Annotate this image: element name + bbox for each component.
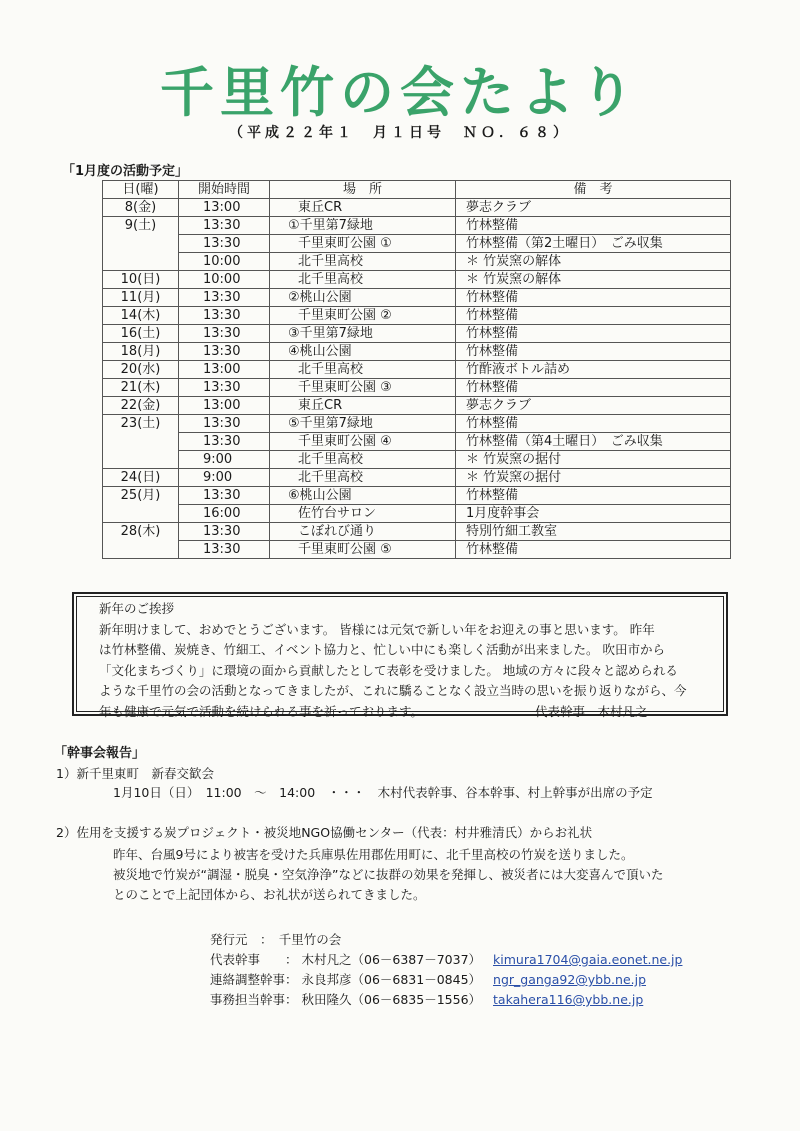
contact-email-link[interactable]: ngr_ganga92@ybb.ne.jp — [493, 972, 647, 987]
note-cell: 竹林整備 — [456, 217, 731, 235]
place-cell: ①千里第7緑地 — [270, 217, 456, 235]
contact-name: 永良邦彦（06－6831－0845） — [301, 972, 482, 987]
time-cell: 13:30 — [179, 217, 270, 235]
schedule-row — [103, 271, 731, 289]
schedule-row — [103, 433, 731, 451]
place-cell: ③千里第7緑地 — [270, 325, 456, 343]
time-cell: 13:30 — [179, 379, 270, 397]
place-cell: ②桃山公園 — [270, 289, 456, 307]
contact-role: 連絡調整幹事： — [210, 972, 298, 987]
report-item2-body — [113, 845, 663, 905]
note-cell: 夢志クラブ — [456, 199, 731, 217]
place-cell: 千里東町公園 ⑤ — [270, 541, 456, 559]
place-cell: ⑤千里第7緑地 — [270, 415, 456, 433]
contact-row — [210, 990, 643, 1008]
day-cell: 20(水) — [103, 361, 179, 379]
note-cell: 特別竹細工教室 — [456, 523, 731, 541]
schedule-row — [103, 217, 731, 235]
note-cell: 竹林整備 — [456, 307, 731, 325]
time-cell: 13:00 — [179, 397, 270, 415]
contact-name: 秋田隆久（06－6835－1556） — [301, 992, 482, 1007]
schedule-row — [103, 451, 731, 469]
time-cell: 13:30 — [179, 433, 270, 451]
note-cell: 竹林整備 — [456, 379, 731, 397]
place-cell: こぼれび通り — [270, 523, 456, 541]
note-cell: ＊ 竹炭窯の解体 — [456, 271, 731, 289]
day-cell: ○ 23(土) — [103, 415, 179, 469]
report-item2-line: 昨年、台風9号により被害を受けた兵庫県佐用郡佐用町に、北千里高校の竹炭を送りました。 — [113, 847, 634, 862]
greeting-line: は竹林整備、炭焼き、竹細工、イベント協力と、忙しい中にも楽しく活動が出来ました。 吹田市から — [99, 642, 665, 657]
day-cell: 14(木) — [103, 307, 179, 325]
place-cell: 東丘CR — [270, 397, 456, 415]
place-cell: 北千里高校 — [270, 253, 456, 271]
note-cell: 竹林整備 — [456, 343, 731, 361]
note-cell: 竹林整備 — [456, 415, 731, 433]
place-cell: 北千里高校 — [270, 451, 456, 469]
place-cell: 千里東町公園 ② — [270, 307, 456, 325]
contact-role: 代表幹事 ： — [210, 952, 298, 967]
greeting-line: 「文化まちづくり」に環境の面から貢献したとして表彰を受けました。 地域の方々に段々と認められる — [99, 662, 678, 678]
note-cell: ＊ 竹炭窯の解体 — [456, 253, 731, 271]
day-cell: 18(月) — [103, 343, 179, 361]
schedule-row — [103, 253, 731, 271]
place-cell: 千里東町公園 ④ — [270, 433, 456, 451]
day-cell: 28(木) — [103, 523, 179, 559]
greeting-line: 年も健康で元気で活動を続けられる事を祈っております。 — [99, 703, 424, 719]
place-cell: ④桃山公園 — [270, 343, 456, 361]
note-cell: 竹林整備 — [456, 325, 731, 343]
schedule-header-row — [103, 181, 731, 199]
contact-email-link[interactable]: takahera116@ybb.ne.jp — [493, 992, 644, 1007]
place-cell: 北千里高校 — [270, 361, 456, 379]
note-cell: 竹酢液ボトル詰め — [456, 361, 731, 379]
time-cell: 13:30 — [179, 343, 270, 361]
time-cell: 10:00 — [179, 253, 270, 271]
day-cell: ○ 24(日) — [103, 469, 179, 487]
schedule-row — [103, 307, 731, 325]
schedule-heading: 「1月度の活動予定」 — [62, 164, 189, 179]
day-cell: 21(木) — [103, 379, 179, 397]
report-item2-line: とのことで上記団体から、お礼状が送られてきました。 — [113, 887, 426, 902]
report-item2-title: 2）佐用を支援する炭プロジェクト・被災地NGO協働センター（代表：村井雅清氏）からお礼状 — [56, 825, 593, 840]
schedule-body — [103, 199, 731, 559]
time-cell: 16:00 — [179, 505, 270, 523]
column-header-day: 日(曜) — [103, 181, 179, 199]
report-item2-line: 被災地で竹炭が“調湿・脱臭・空気浄浄”などに抜群の効果を発揮し、被災者には大変喜んで頂いた — [113, 867, 664, 882]
report-item1-detail: 1月10日（日） 11:00 ～ 14:00 ・・・ 木村代表幹事、谷本幹事、村上幹事が出席の予定 — [113, 785, 653, 800]
time-cell: 13:00 — [179, 361, 270, 379]
schedule-row — [103, 469, 731, 487]
note-cell: ＊ 竹炭窯の据付 — [456, 451, 731, 469]
place-cell: 北千里高校 — [270, 271, 456, 289]
column-header-note: 備 考 — [456, 181, 731, 199]
time-cell: 13:30 — [179, 307, 270, 325]
time-cell: 9:00 — [179, 451, 270, 469]
greeting-line: 新年明けまして、おめでとうございます。 皆様には元気で新しい年をお迎えの事と思います。 昨年 — [99, 621, 655, 637]
schedule-row — [103, 505, 731, 523]
publisher-label: 発行元 ： 千里竹の会 — [210, 932, 342, 947]
greeting-inner — [76, 596, 724, 719]
day-cell: 8(金) — [103, 199, 179, 217]
newsletter-title: 千里竹の会たより — [160, 61, 640, 124]
report-heading: 「幹事会報告」 — [54, 746, 146, 761]
note-cell: 竹林整備 — [456, 541, 731, 559]
schedule-row — [103, 343, 731, 361]
schedule-row — [103, 235, 731, 253]
contact-row — [210, 970, 646, 988]
time-cell: 9:00 — [179, 469, 270, 487]
schedule-table — [102, 180, 731, 559]
greeting-line: ような千里竹の会の活動となってきましたが、これに驕ることなく設立当時の思いを振り返りながら、今 — [99, 683, 687, 698]
time-cell: 10:00 — [179, 271, 270, 289]
greeting-signature: 代表幹事 木村凡之 — [535, 703, 648, 719]
contact-role: 事務担当幹事： — [210, 992, 298, 1007]
day-cell: 22(金) — [103, 397, 179, 415]
report-item1-title: 1）新千里東町 新春交歓会 — [56, 766, 214, 781]
time-cell: 13:30 — [179, 487, 270, 505]
place-cell: 東丘CR — [270, 199, 456, 217]
day-cell: 10(日) — [103, 271, 179, 289]
schedule-row — [103, 379, 731, 397]
contact-name: 木村凡之（06－6387－7037） — [301, 952, 482, 967]
contact-email-link[interactable]: kimura1704@gaia.eonet.ne.jp — [493, 952, 683, 967]
schedule-row — [103, 415, 731, 433]
greeting-heading: 新年のご挨拶 — [99, 601, 175, 616]
note-cell: 竹林整備 — [456, 487, 731, 505]
contact-row — [210, 950, 682, 968]
note-cell: ＊ 竹炭窯の据付 — [456, 469, 731, 487]
time-cell: 13:30 — [179, 325, 270, 343]
note-cell: 竹林整備 — [456, 289, 731, 307]
note-cell: 夢志クラブ — [456, 397, 731, 415]
note-cell: 1月度幹事会 — [456, 505, 731, 523]
greeting-box — [72, 592, 728, 719]
schedule-row — [103, 361, 731, 379]
schedule-row — [103, 199, 731, 217]
day-cell: 25(月) — [103, 487, 179, 523]
place-cell: 佐竹台サロン — [270, 505, 456, 523]
note-cell: 竹林整備（第4土曜日） ごみ収集 — [456, 433, 731, 451]
issue-number: （平成２２年１ 月１日号 ＮＯ．６８） — [229, 125, 571, 141]
schedule-row — [103, 289, 731, 307]
place-cell: 千里東町公園 ① — [270, 235, 456, 253]
day-cell: ✕ 9(土) — [103, 217, 179, 271]
time-cell: 13:30 — [179, 541, 270, 559]
time-cell: 13:00 — [179, 199, 270, 217]
time-cell: 13:30 — [179, 289, 270, 307]
place-cell: 北千里高校 — [270, 469, 456, 487]
column-header-place: 場 所 — [270, 181, 456, 199]
schedule-row — [103, 541, 731, 559]
day-cell: 11(月) — [103, 289, 179, 307]
schedule-row — [103, 523, 731, 541]
note-cell: 竹林整備（第2土曜日） ごみ収集 — [456, 235, 731, 253]
column-header-time: 開始時間 — [179, 181, 270, 199]
day-cell: 16(土) — [103, 325, 179, 343]
time-cell: 13:30 — [179, 415, 270, 433]
schedule-row — [103, 325, 731, 343]
schedule-row — [103, 397, 731, 415]
place-cell: 千里東町公園 ③ — [270, 379, 456, 397]
place-cell: ⑥桃山公園 — [270, 487, 456, 505]
time-cell: 13:30 — [179, 235, 270, 253]
greeting-last-line — [99, 702, 715, 723]
schedule-row — [103, 487, 731, 505]
time-cell: 13:30 — [179, 523, 270, 541]
